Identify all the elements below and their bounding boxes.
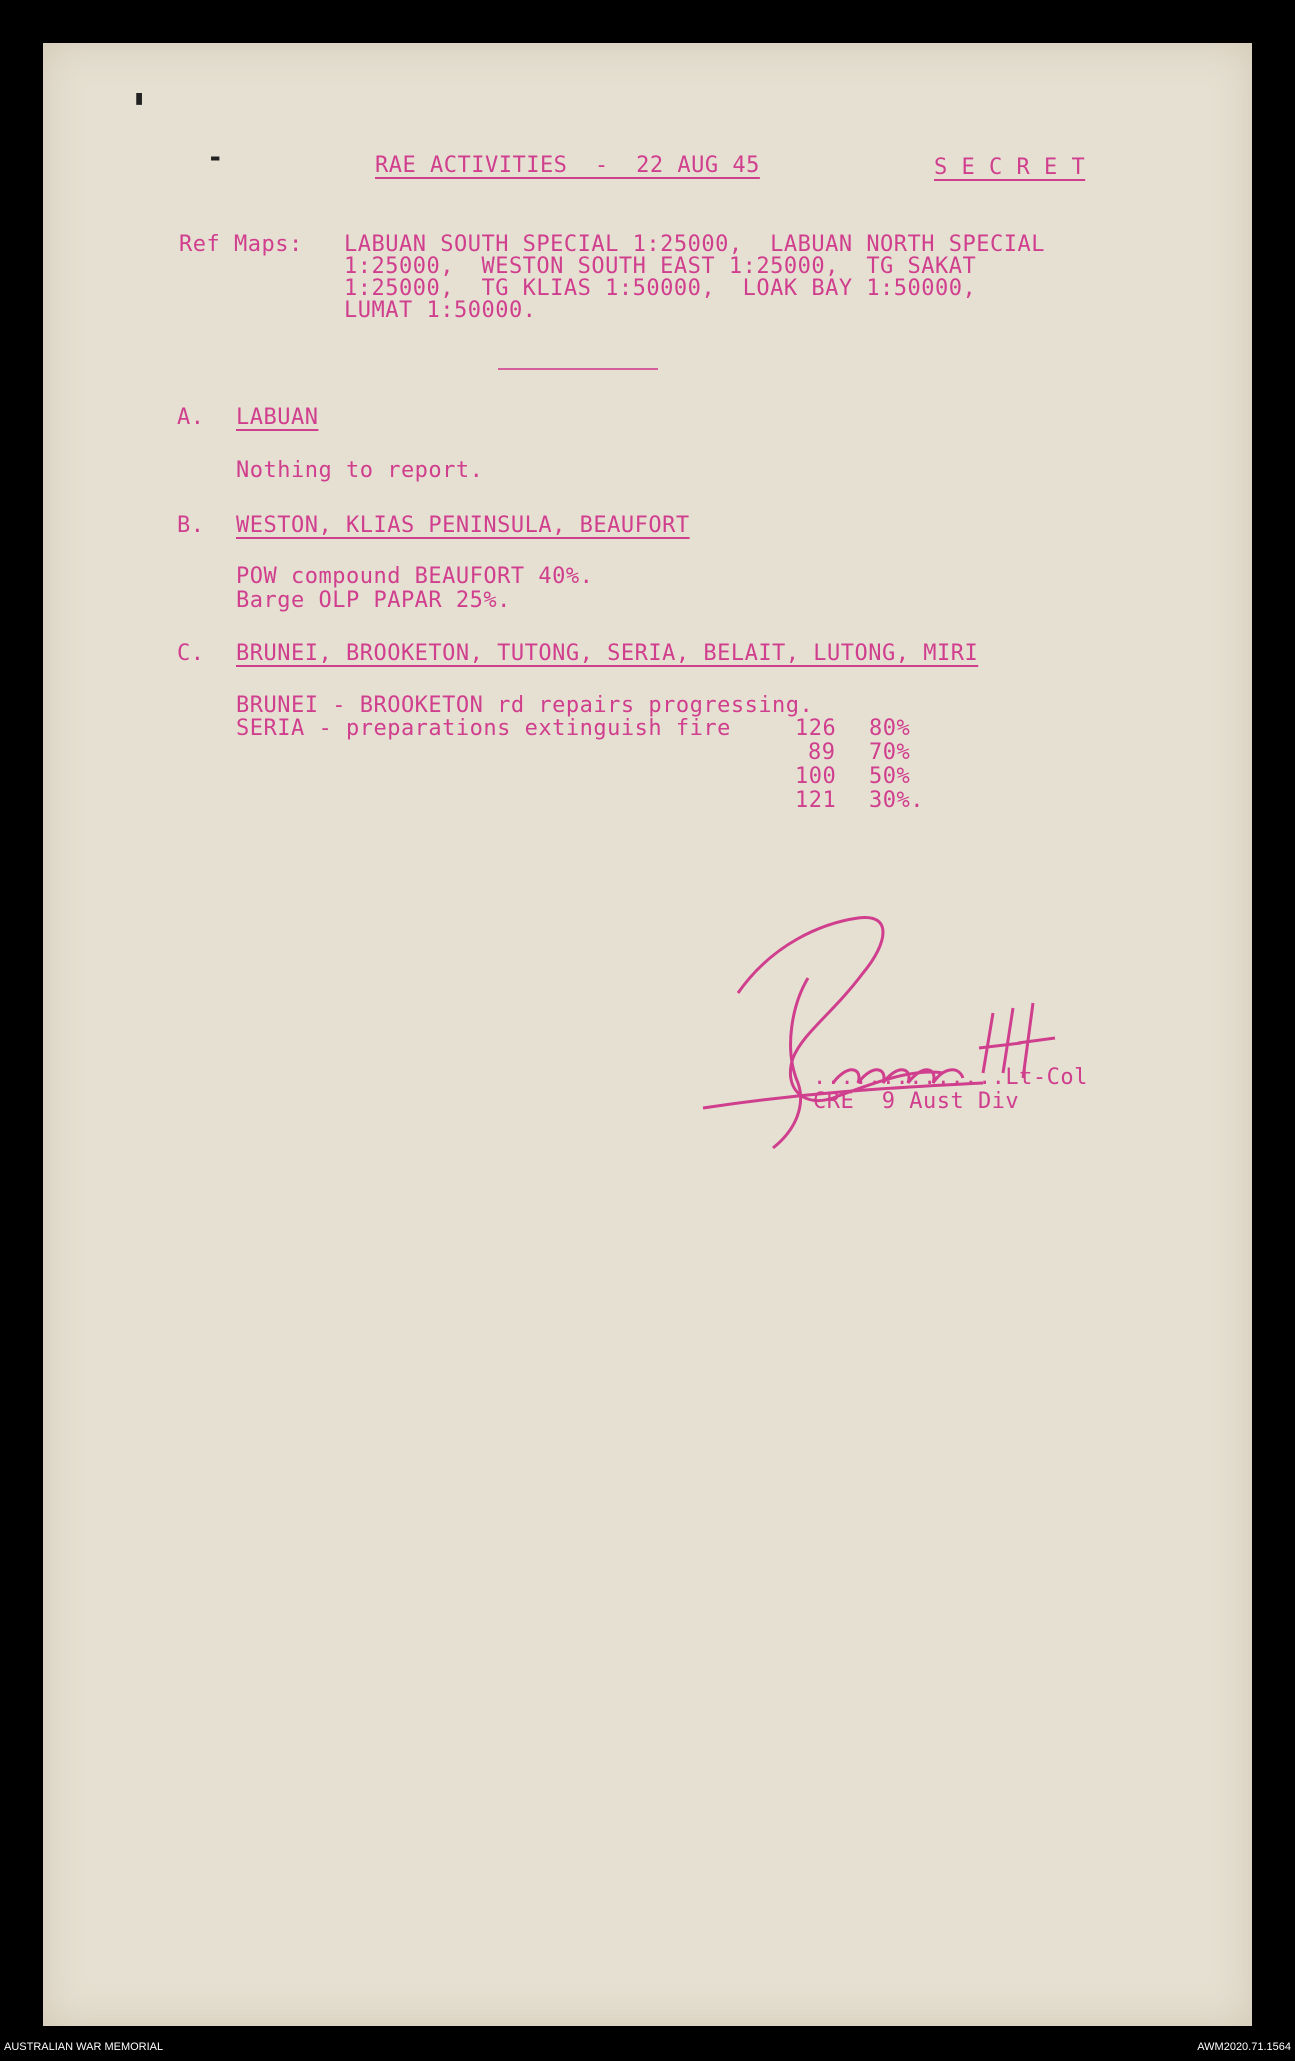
divider — [498, 368, 658, 370]
ref-maps-line: 1:25000, TG KLIAS 1:50000, LOAK BAY 1:50000, — [344, 276, 977, 301]
ref-maps-line: LUMAT 1:50000. — [344, 298, 537, 323]
fire-number: 89 — [808, 740, 836, 765]
section-line: Barge OLP PAPAR 25%. — [236, 588, 511, 613]
section-letter: C. — [177, 641, 205, 666]
fire-number: 100 — [795, 764, 837, 789]
ref-maps-line: LABUAN SOUTH SPECIAL 1:25000, LABUAN NORTH SPECIAL — [344, 232, 1046, 257]
fire-percent: 30%. — [869, 788, 924, 813]
section-letter: A. — [177, 405, 205, 430]
section-line: Nothing to report. — [236, 458, 484, 483]
fire-percent: 70% — [869, 740, 911, 765]
footer-left: AUSTRALIAN WAR MEMORIAL — [4, 2041, 164, 2053]
ref-maps-line: 1:25000, WESTON SOUTH EAST 1:25000, TG SAKAT — [344, 254, 977, 279]
document-title: RAE ACTIVITIES - 22 AUG 45 — [375, 153, 760, 178]
section-line: POW compound BEAUFORT 40%. — [236, 564, 594, 589]
section-heading: WESTON, KLIAS PENINSULA, BEAUFORT — [236, 513, 690, 538]
section-heading: BRUNEI, BROOKETON, TUTONG, SERIA, BELAIT, LUTONG, MIRI — [236, 641, 979, 666]
fire-percent: 50% — [869, 764, 911, 789]
section-letter: B. — [177, 513, 205, 538]
section-line: BRUNEI - BROOKETON rd repairs progressing. — [236, 693, 814, 718]
fire-percent: 80% — [869, 716, 911, 741]
ink-mark: ▮ — [133, 85, 146, 109]
signature-rank-line: ..............Lt-Col — [813, 1065, 1088, 1090]
document-page — [43, 43, 1252, 2026]
signature-unit-line: CRE 9 Aust Div — [813, 1089, 1020, 1114]
fire-number: 126 — [795, 716, 837, 741]
footer-right: AWM2020.71.1564 — [1197, 2041, 1291, 2053]
classification-label: S E C R E T — [934, 155, 1086, 180]
section-line: SERIA - preparations extinguish fire — [236, 716, 731, 741]
ink-mark: ▬ — [211, 150, 220, 166]
fire-number: 121 — [795, 788, 837, 813]
ref-maps-label: Ref Maps: — [179, 232, 303, 257]
section-heading: LABUAN — [236, 405, 319, 430]
